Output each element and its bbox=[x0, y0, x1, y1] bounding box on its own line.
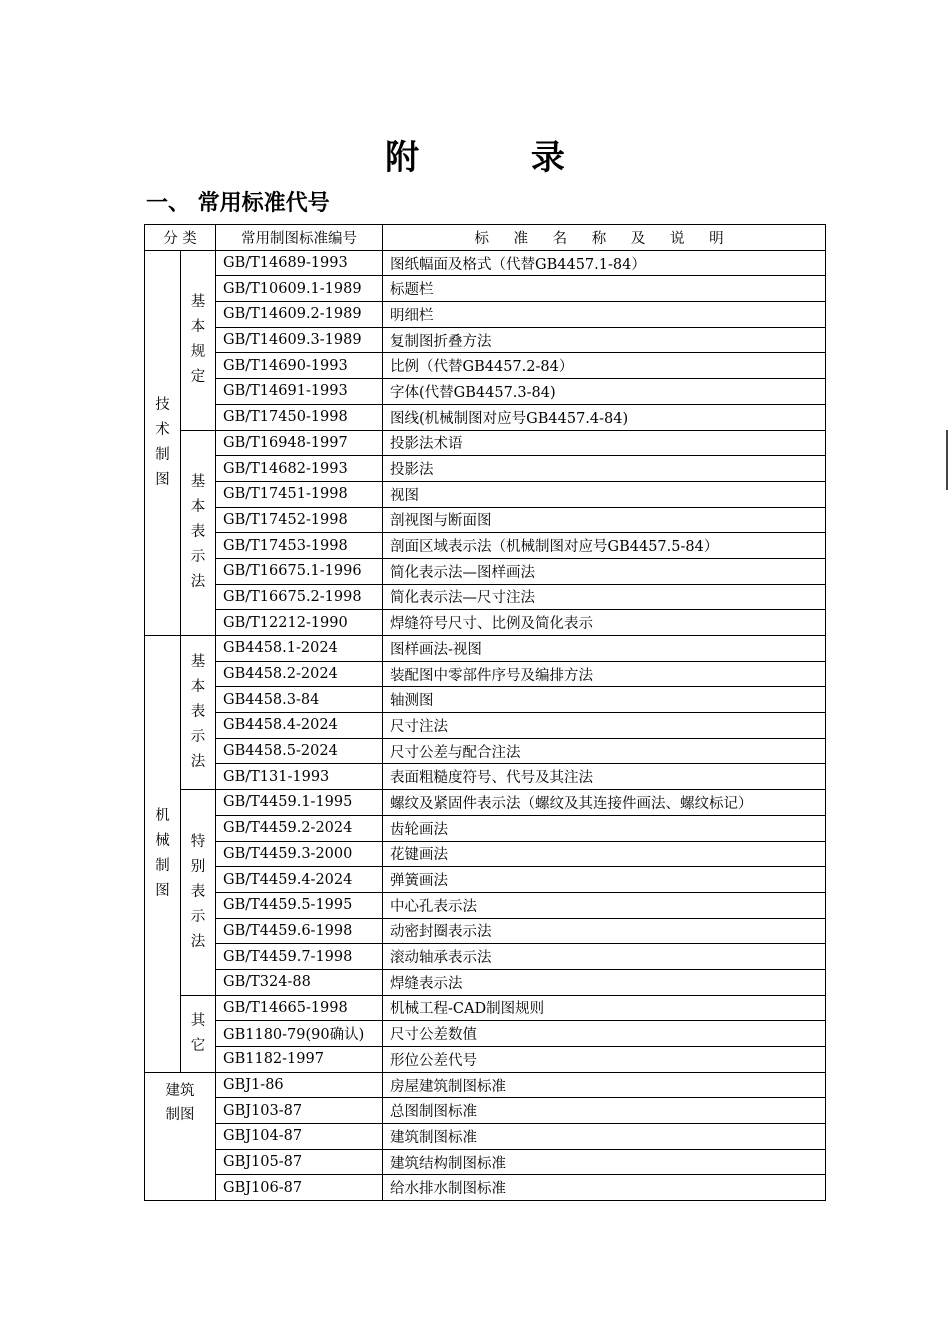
standard-name: 剖视图与断面图 bbox=[383, 507, 826, 533]
category-cell-tech bbox=[145, 250, 181, 635]
table-row bbox=[145, 1098, 826, 1124]
standard-code: GB1180-79(90确认) bbox=[216, 1021, 383, 1047]
table-row bbox=[145, 995, 826, 1021]
standard-name: 机械工程-CAD制图规则 bbox=[383, 995, 826, 1021]
category-cell-mech bbox=[145, 636, 181, 1073]
standard-code: GB/T4459.4-2024 bbox=[216, 867, 383, 893]
table-row bbox=[145, 713, 826, 739]
standards-table bbox=[144, 224, 826, 1201]
page-edge-mark bbox=[946, 430, 948, 490]
standard-name: 图纸幅面及格式（代替GB4457.1-84） bbox=[383, 250, 826, 276]
standard-code: GB/T4459.1-1995 bbox=[216, 790, 383, 816]
standard-code: GB/T4459.6-1998 bbox=[216, 918, 383, 944]
table-row bbox=[145, 430, 826, 456]
standard-code: GB/T14690-1993 bbox=[216, 353, 383, 379]
standard-name: 装配图中零部件序号及编排方法 bbox=[383, 661, 826, 687]
standard-name: 表面粗糙度符号、代号及其注法 bbox=[383, 764, 826, 790]
standard-code: GB4458.2-2024 bbox=[216, 661, 383, 687]
table-row bbox=[145, 918, 826, 944]
table-row bbox=[145, 1175, 826, 1201]
table-row bbox=[145, 738, 826, 764]
standard-name: 剖面区域表示法（机械制图对应号GB4457.5-84） bbox=[383, 533, 826, 559]
standard-code: GB4458.3-84 bbox=[216, 687, 383, 713]
table-row bbox=[145, 867, 826, 893]
standard-name: 轴测图 bbox=[383, 687, 826, 713]
subcategory-cell bbox=[181, 250, 216, 430]
table-row bbox=[145, 302, 826, 328]
table-row bbox=[145, 1072, 826, 1098]
standard-code: GB/T4459.3-2000 bbox=[216, 841, 383, 867]
standard-name: 中心孔表示法 bbox=[383, 892, 826, 918]
standard-name: 焊缝符号尺寸、比例及简化表示 bbox=[383, 610, 826, 636]
standard-name: 明细栏 bbox=[383, 302, 826, 328]
table-row bbox=[145, 815, 826, 841]
standard-code: GBJ105-87 bbox=[216, 1149, 383, 1175]
table-header-row bbox=[145, 225, 826, 251]
table-row bbox=[145, 1047, 826, 1073]
standard-name: 形位公差代号 bbox=[383, 1047, 826, 1073]
standard-code: GB/T16675.1-1996 bbox=[216, 558, 383, 584]
section-heading: 一、 常用标准代号 bbox=[146, 191, 330, 216]
standard-code: GB4458.4-2024 bbox=[216, 713, 383, 739]
table-row bbox=[145, 584, 826, 610]
standard-name: 尺寸公差数值 bbox=[383, 1021, 826, 1047]
table-row bbox=[145, 558, 826, 584]
category-cell-build bbox=[145, 1072, 216, 1200]
table-row bbox=[145, 481, 826, 507]
standard-code: GB1182-1997 bbox=[216, 1047, 383, 1073]
header-name: 标 准 名 称 及 说 明 bbox=[383, 225, 826, 251]
table-row bbox=[145, 944, 826, 970]
table-row bbox=[145, 1149, 826, 1175]
table-row bbox=[145, 379, 826, 405]
standard-name: 焊缝表示法 bbox=[383, 969, 826, 995]
standard-code: GB/T324-88 bbox=[216, 969, 383, 995]
standard-name: 投影法 bbox=[383, 456, 826, 482]
standard-name: 给水排水制图标准 bbox=[383, 1175, 826, 1201]
table-row bbox=[145, 404, 826, 430]
table-row bbox=[145, 456, 826, 482]
standard-name: 视图 bbox=[383, 481, 826, 507]
standard-code: GB/T14665-1998 bbox=[216, 995, 383, 1021]
table-row bbox=[145, 1021, 826, 1047]
standard-name: 建筑制图标准 bbox=[383, 1124, 826, 1150]
standard-code: GB/T17451-1998 bbox=[216, 481, 383, 507]
standard-code: GBJ106-87 bbox=[216, 1175, 383, 1201]
subcategory-cell bbox=[181, 790, 216, 996]
subcategory-label: 基本表示法 bbox=[190, 654, 206, 771]
standard-code: GB/T4459.5-1995 bbox=[216, 892, 383, 918]
standard-name: 花键画法 bbox=[383, 841, 826, 867]
standard-name: 尺寸公差与配合注法 bbox=[383, 738, 826, 764]
page-title: 附 录 bbox=[385, 138, 615, 178]
table-row bbox=[145, 764, 826, 790]
header-code: 常用制图标准编号 bbox=[216, 225, 383, 251]
table-row bbox=[145, 636, 826, 662]
table-row bbox=[145, 1124, 826, 1150]
subcategory-cell bbox=[181, 995, 216, 1072]
standard-code: GB/T16675.2-1998 bbox=[216, 584, 383, 610]
standard-code: GBJ103-87 bbox=[216, 1098, 383, 1124]
standard-code: GB/T17453-1998 bbox=[216, 533, 383, 559]
standard-name: 投影法术语 bbox=[383, 430, 826, 456]
standard-name: 尺寸注法 bbox=[383, 713, 826, 739]
table-row bbox=[145, 250, 826, 276]
standard-name: 螺纹及紧固件表示法（螺纹及其连接件画法、螺纹标记） bbox=[383, 790, 826, 816]
table-row bbox=[145, 687, 826, 713]
standard-name: 图线(机械制图对应号GB4457.4-84) bbox=[383, 404, 826, 430]
category-label: 技术制图 bbox=[155, 396, 170, 488]
standard-name: 复制图折叠方法 bbox=[383, 327, 826, 353]
standard-name: 字体(代替GB4457.3-84) bbox=[383, 379, 826, 405]
standard-name: 动密封圈表示法 bbox=[383, 918, 826, 944]
subcategory-cell bbox=[181, 430, 216, 636]
subcategory-label: 基本规定 bbox=[190, 294, 206, 386]
standard-name: 图样画法-视图 bbox=[383, 636, 826, 662]
header-category: 分 类 bbox=[145, 225, 216, 251]
standard-code: GB4458.5-2024 bbox=[216, 738, 383, 764]
standard-code: GB/T14689-1993 bbox=[216, 250, 383, 276]
standard-code: GB/T14691-1993 bbox=[216, 379, 383, 405]
table-row bbox=[145, 661, 826, 687]
standard-code: GB/T4459.2-2024 bbox=[216, 815, 383, 841]
standard-name: 房屋建筑制图标准 bbox=[383, 1072, 826, 1098]
table-row bbox=[145, 507, 826, 533]
table-row bbox=[145, 610, 826, 636]
category-label: 建筑制图 bbox=[165, 1082, 195, 1123]
standard-code: GBJ104-87 bbox=[216, 1124, 383, 1150]
standard-name: 齿轮画法 bbox=[383, 815, 826, 841]
table-row bbox=[145, 841, 826, 867]
standard-name: 简化表示法—图样画法 bbox=[383, 558, 826, 584]
standard-code: GB4458.1-2024 bbox=[216, 636, 383, 662]
category-label: 机械制图 bbox=[155, 807, 170, 899]
standard-code: GB/T14609.2-1989 bbox=[216, 302, 383, 328]
table-row bbox=[145, 790, 826, 816]
standard-code: GB/T12212-1990 bbox=[216, 610, 383, 636]
subcategory-label: 特别表示法 bbox=[190, 833, 206, 950]
table-row bbox=[145, 276, 826, 302]
standard-code: GB/T10609.1-1989 bbox=[216, 276, 383, 302]
standard-code: GB/T16948-1997 bbox=[216, 430, 383, 456]
standard-code: GB/T14682-1993 bbox=[216, 456, 383, 482]
standard-name: 滚动轴承表示法 bbox=[383, 944, 826, 970]
standard-name: 标题栏 bbox=[383, 276, 826, 302]
standard-code: GB/T4459.7-1998 bbox=[216, 944, 383, 970]
subcategory-label: 其它 bbox=[190, 1012, 206, 1054]
standard-name: 比例（代替GB4457.2-84） bbox=[383, 353, 826, 379]
standard-code: GBJ1-86 bbox=[216, 1072, 383, 1098]
standard-name: 建筑结构制图标准 bbox=[383, 1149, 826, 1175]
table-row bbox=[145, 533, 826, 559]
standard-code: GB/T17450-1998 bbox=[216, 404, 383, 430]
standard-code: GB/T17452-1998 bbox=[216, 507, 383, 533]
table-row bbox=[145, 327, 826, 353]
table-row bbox=[145, 969, 826, 995]
standard-code: GB/T131-1993 bbox=[216, 764, 383, 790]
standard-name: 简化表示法—尺寸注法 bbox=[383, 584, 826, 610]
table-row bbox=[145, 892, 826, 918]
standard-name: 弹簧画法 bbox=[383, 867, 826, 893]
subcategory-label: 基本表示法 bbox=[190, 474, 206, 591]
subcategory-cell bbox=[181, 636, 216, 790]
standard-code: GB/T14609.3-1989 bbox=[216, 327, 383, 353]
table-row bbox=[145, 353, 826, 379]
standard-name: 总图制图标准 bbox=[383, 1098, 826, 1124]
